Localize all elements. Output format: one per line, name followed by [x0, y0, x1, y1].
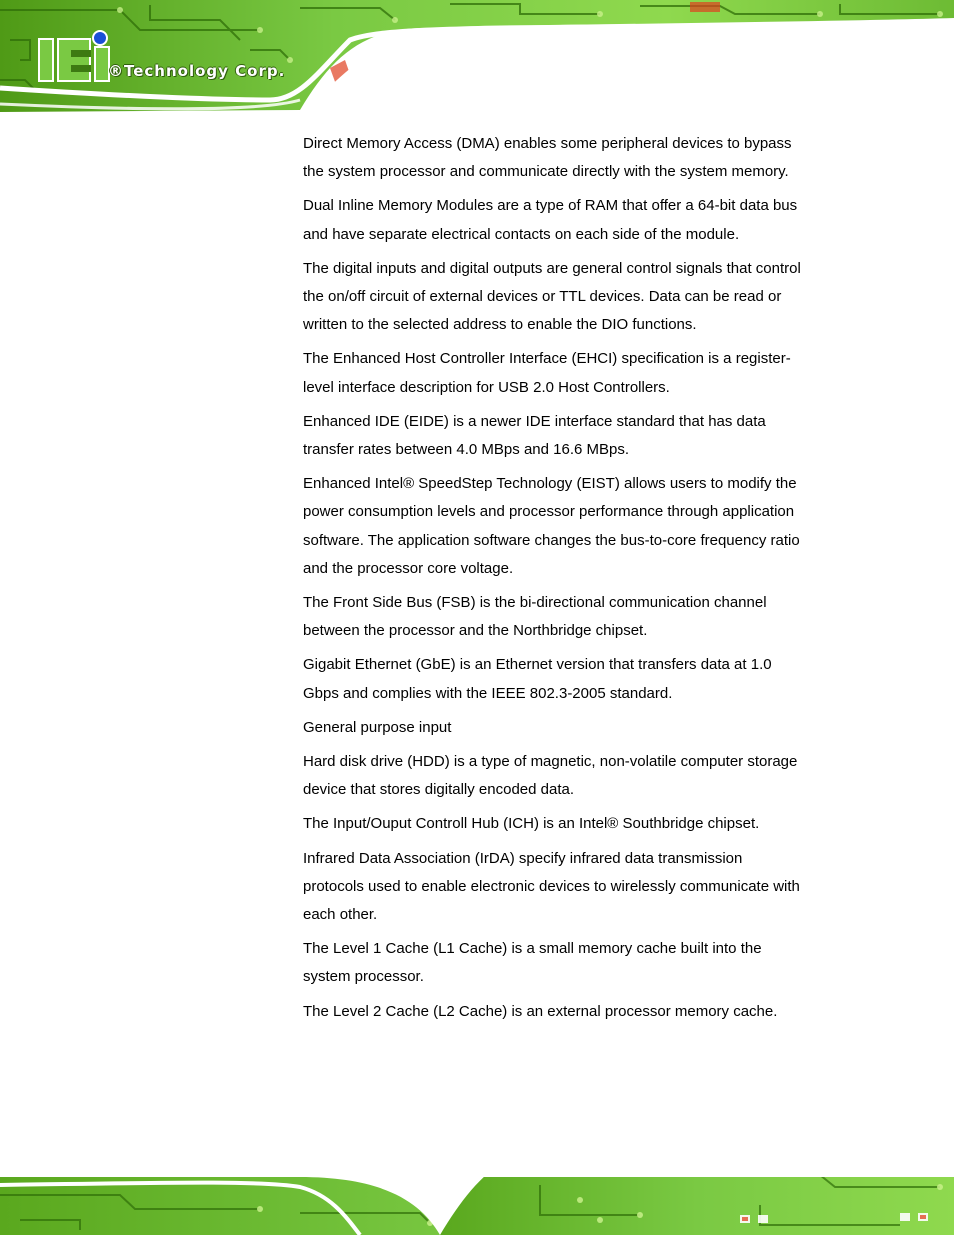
paragraph-eist: Enhanced Intel® SpeedStep Technology (EIST) allows users to modify the power consumption levels and processor performance through application software. The application software changes the bus-to-core frequency ratio and the processor core voltage.: [303, 475, 800, 577]
logo-dot-icon: [92, 30, 108, 46]
paragraph-ich: The Input/Ouput Controll Hub (ICH) is an Intel® Southbridge chipset.: [303, 815, 760, 833]
paragraph-ehci: The Enhanced Host Controller Interface (EHCI) specification is a register-level interface description for USB 2.0 Host Controllers.: [303, 350, 791, 396]
page-footer: [0, 1125, 954, 1235]
paragraph-irda: Infrared Data Association (IrDA) specify infrared data transmission protocols used to enable electronic devices to wirelessly communicate with each other.: [303, 849, 800, 924]
paragraph-fsb: The Front Side Bus (FSB) is the bi-directional communication channel between the processor and the Northbridge chipset.: [303, 594, 767, 640]
glossary-content: [303, 130, 803, 1032]
paragraph-gbe: Gigabit Ethernet (GbE) is an Ethernet version that transfers data at 1.0 Gbps and complies with the IEEE 802.3-2005 standard.: [303, 656, 772, 702]
company-logo: [38, 30, 298, 86]
paragraph-dio: The digital inputs and digital outputs are general control signals that control the on/off circuit of external devices or TTL devices. Data can be read or written to the selected address to enable the DIO functions.: [303, 259, 801, 334]
paragraph-l2-cache: The Level 2 Cache (L2 Cache) is an external processor memory cache.: [303, 1002, 778, 1020]
paragraph-l1-cache: The Level 1 Cache (L1 Cache) is a small memory cache built into the system processor.: [303, 940, 762, 986]
paragraph-dma: Direct Memory Access (DMA) enables some peripheral devices to bypass the system processor and communicate directly with the system memory.: [303, 135, 792, 181]
paragraph-hdd: Hard disk drive (HDD) is a type of magnetic, non-volatile computer storage device that stores digitally encoded data.: [303, 753, 798, 799]
page-header: [0, 0, 954, 112]
brand-name: ®Technology Corp.: [108, 62, 286, 80]
footer-circuit-art: [0, 1125, 954, 1235]
paragraph-dimm: Dual Inline Memory Modules are a type of RAM that offer a 64-bit data bus and have separate electrical contacts on each side of the module.: [303, 197, 798, 243]
paragraph-gpi: General purpose input: [303, 718, 452, 736]
paragraph-eide: Enhanced IDE (EIDE) is a newer IDE interface standard that has data transfer rates between 4.0 MBps and 16.6 MBps.: [303, 412, 766, 459]
